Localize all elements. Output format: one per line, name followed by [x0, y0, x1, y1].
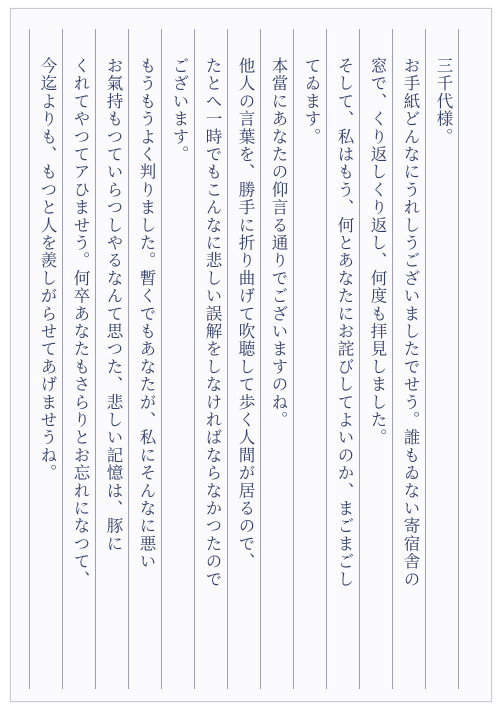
- letter-line: 窓で、くり返しくり返し、何度も拝見しました。: [368, 57, 387, 447]
- letter-line: お手紙どんなにうれしうございましたでせう。誰もゐない寄宿舎の: [401, 57, 420, 588]
- ruled-line: [227, 29, 228, 689]
- letter-line: くれてやつてアひませう。何卒あなたもさらりとお忘れになつて、: [71, 57, 90, 588]
- ruled-line: [260, 29, 261, 689]
- letter-line: 本當にあなたの仰言る通りでございますのね。: [269, 57, 288, 429]
- salutation-line: 三千代様。: [434, 57, 453, 146]
- ruled-line: [161, 29, 162, 689]
- ruled-line: [194, 29, 195, 689]
- ruled-line: [326, 29, 327, 689]
- ruled-line: [359, 29, 360, 689]
- ruled-line: [458, 29, 459, 689]
- ruled-line: [392, 29, 393, 689]
- letter-line: てゐます。: [302, 57, 321, 146]
- ruled-line: [62, 29, 63, 689]
- letter-line: もうもうよく判りました。暫くでもあなたが、私にそんなに悪い: [137, 57, 156, 571]
- ruled-line: [425, 29, 426, 689]
- ruled-line: [29, 29, 30, 689]
- letter-line: そして、私はもう、何とあなたにお詫びしてよいのか、まごまごし: [335, 57, 354, 588]
- letter-line: たとへ一時でもこんなに悲しい誤解をしなければならなかつたので: [203, 57, 222, 588]
- letter-paper: [10, 8, 492, 702]
- ruled-line: [293, 29, 294, 689]
- letter-line: 今迄よりも、もつと人を羨しがらせてあげませうね。: [38, 57, 57, 482]
- letter-line: 他人の言葉を、勝手に折り曲げて吹聴して歩く人間が居るので、: [236, 57, 255, 571]
- ruled-line: [95, 29, 96, 689]
- ruled-line: [128, 29, 129, 689]
- letter-line: お氣持もつていらつしやるなんて思つた、悲しい記憶は、豚に: [104, 57, 123, 553]
- letter-line: ございます。: [170, 57, 189, 164]
